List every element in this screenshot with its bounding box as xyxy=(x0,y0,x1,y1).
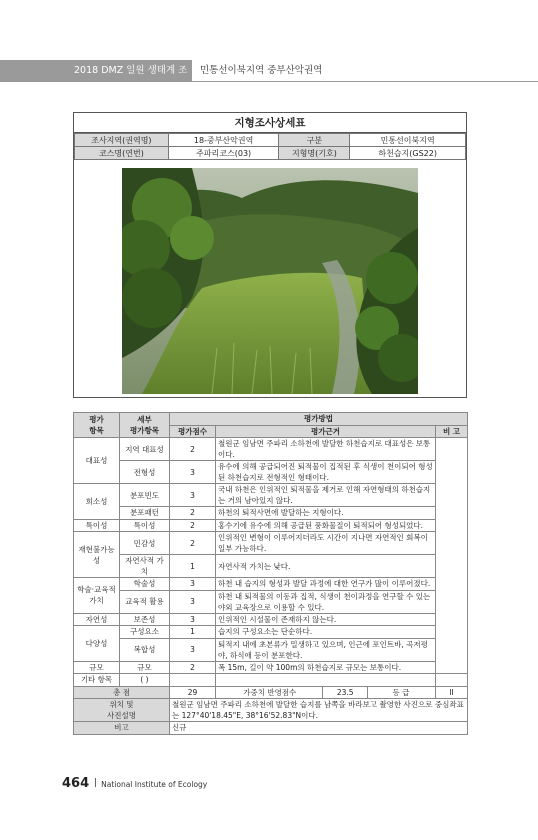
footer-divider xyxy=(95,778,96,787)
category-cell: 다양성 xyxy=(74,626,120,662)
basis-cell: 유수에 의해 공급되어진 퇴적물이 집적된 후 식생이 천이되어 형성된 하천습지로 전형적인 형태이다. xyxy=(216,461,436,484)
grade-label: 등 급 xyxy=(367,687,434,698)
table-row xyxy=(74,638,468,661)
region-value: 18-중부산악권역 xyxy=(168,134,279,147)
category-cell: 대표성 xyxy=(74,438,120,484)
category-label: 구분 xyxy=(279,134,350,147)
eval-header-row xyxy=(74,413,468,426)
remark-label: 비고 xyxy=(74,722,170,735)
remark-text: 신규 xyxy=(170,722,468,735)
header-category: 평가 항목 xyxy=(74,413,120,438)
table-row xyxy=(74,613,468,626)
landform-value: 하천습지(GS22) xyxy=(350,147,466,160)
total-row xyxy=(74,686,468,699)
basis-cell: 하천의 퇴적사면에 발달하는 지형이다. xyxy=(216,507,436,520)
subcategory-cell: 복합성 xyxy=(120,638,170,661)
basis-cell: 인위적인 변형이 이루어지더라도 시간이 지나면 자연적인 회복이 일부 가능하다. xyxy=(216,532,436,555)
weighted-label: 가중치 반영점수 xyxy=(243,687,297,697)
score-cell: 3 xyxy=(170,578,216,591)
score-cell: 2 xyxy=(170,507,216,520)
note-cell xyxy=(436,674,468,687)
basis-cell: 철원군 임남면 주파리 소하천에 발달한 하천습지로 대표성은 보통이다. xyxy=(216,438,436,461)
total-score: 29 xyxy=(170,686,216,699)
score-cell: 3 xyxy=(170,638,216,661)
subcategory-cell: ( ) xyxy=(120,674,170,687)
grade-value: II xyxy=(436,686,468,699)
subcategory-cell: 자연사적 가치 xyxy=(120,555,170,578)
subcategory-cell: 구성요소 xyxy=(120,626,170,639)
header-score: 평가점수 xyxy=(170,425,216,438)
subcategory-cell: 보존성 xyxy=(120,613,170,626)
subcategory-cell: 분포빈도 xyxy=(120,484,170,507)
table-row xyxy=(74,661,468,674)
table-row xyxy=(74,674,468,687)
subcategory-cell: 분포패턴 xyxy=(120,507,170,520)
category-cell: 규모 xyxy=(74,661,120,674)
basis-cell: 폭 15m, 길이 약 100m의 하천습지로 규모는 보통이다. xyxy=(216,661,436,674)
header-divider xyxy=(192,81,538,82)
table-row xyxy=(74,519,468,532)
subcategory-cell: 학술성 xyxy=(120,578,170,591)
course-value: 주파리코스(03) xyxy=(168,147,279,160)
category-cell: 기타 항목 xyxy=(74,674,120,687)
meta-row xyxy=(75,147,466,160)
weighted-score: 23.5 xyxy=(322,687,367,698)
survey-title: 2018 DMZ 일원 생태계 조사 xyxy=(0,60,192,82)
header-subcategory: 세부 평가항목 xyxy=(120,413,170,438)
location-row xyxy=(74,699,468,722)
institute-name: National Institute of Ecology xyxy=(101,780,208,789)
score-cell: 2 xyxy=(170,661,216,674)
score-cell: 3 xyxy=(170,590,216,613)
score-cell: 2 xyxy=(170,519,216,532)
page-footer xyxy=(62,776,207,791)
weighted-group xyxy=(216,686,436,699)
score-cell: 3 xyxy=(170,484,216,507)
category-cell: 학술·교육적 가치 xyxy=(74,578,120,614)
table-row xyxy=(74,626,468,639)
region-title: 민통선이북지역 중부산악권역 xyxy=(200,65,323,76)
course-label: 코스명(연번) xyxy=(75,147,169,160)
region-label: 조사지역(권역명) xyxy=(75,134,169,147)
wetland-photo xyxy=(122,168,418,394)
basis-cell xyxy=(216,674,436,687)
score-cell: 3 xyxy=(170,461,216,484)
basis-cell: 국내 하천은 인위적인 퇴적물을 제거로 인해 자연형태의 하천습지는 거의 남아있지 않다. xyxy=(216,484,436,507)
subcategory-cell: 규모 xyxy=(120,661,170,674)
basis-cell: 퇴적지 내에 초본류가 밀생하고 있으며, 인근에 포인트바, 곡저평야, 하식애 등이 분포한다. xyxy=(216,638,436,661)
table-row xyxy=(74,484,468,507)
note-cell xyxy=(436,438,468,674)
location-text: 철원군 임남면 주파리 소하천에 발달한 습지를 남쪽을 바라보고 촬영한 사진으로 중심좌표는 127°40'18.45"E, 38°16'52.83"N이다. xyxy=(170,699,468,722)
score-cell: 1 xyxy=(170,555,216,578)
score-cell: 3 xyxy=(170,613,216,626)
basis-cell: 습지의 구성요소는 단순하다. xyxy=(216,626,436,639)
table-row xyxy=(74,578,468,591)
header-note: 비 고 xyxy=(436,425,468,438)
meta-row xyxy=(75,134,466,147)
basis-cell: 하천 내 퇴적물의 이동과 집적, 식생이 천이과정을 연구할 수 있는 야외 교육장으로 이용할 수 있다. xyxy=(216,590,436,613)
table-row xyxy=(74,438,468,461)
basis-cell: 하천 내 습지의 형성과 발달 과정에 대한 연구가 많이 이루어졌다. xyxy=(216,578,436,591)
location-label: 위치 및 사진설명 xyxy=(74,699,170,722)
sheet-title: 지형조사상세표 xyxy=(74,113,466,133)
header-basis: 평가근거 xyxy=(216,425,436,438)
table-row xyxy=(74,461,468,484)
subcategory-cell: 전형성 xyxy=(120,461,170,484)
score-cell: 2 xyxy=(170,532,216,555)
header-method: 평가방법 xyxy=(170,413,468,426)
meta-table xyxy=(74,133,466,160)
score-cell: 1 xyxy=(170,626,216,639)
score-cell: 2 xyxy=(170,438,216,461)
category-cell: 희소성 xyxy=(74,484,120,520)
total-label: 총 점 xyxy=(74,686,170,699)
basis-cell: 자연사적 가치는 낮다. xyxy=(216,555,436,578)
basis-cell: 홍수기에 유수에 의해 공급된 풍화물질이 퇴적되어 형성되었다. xyxy=(216,519,436,532)
subcategory-cell: 특이성 xyxy=(120,519,170,532)
table-row xyxy=(74,507,468,520)
category-cell: 재현불가능성 xyxy=(74,532,120,578)
basis-cell: 인위적인 시설물이 존재하지 않는다. xyxy=(216,613,436,626)
landform-label: 지형명(기호) xyxy=(279,147,350,160)
category-value: 민통선이북지역 xyxy=(350,134,466,147)
table-row xyxy=(74,590,468,613)
subcategory-cell: 지역 대표성 xyxy=(120,438,170,461)
subcategory-cell: 교육적 활용 xyxy=(120,590,170,613)
terrain-sheet xyxy=(73,112,467,398)
page-header xyxy=(0,60,538,98)
evaluation-table xyxy=(73,412,468,735)
page-number: 464 xyxy=(62,776,90,791)
remark-row xyxy=(74,722,468,735)
table-row xyxy=(74,555,468,578)
category-cell: 특이성 xyxy=(74,519,120,532)
category-cell: 자연성 xyxy=(74,613,120,626)
subcategory-cell: 민감성 xyxy=(120,532,170,555)
table-row xyxy=(74,532,468,555)
score-cell xyxy=(170,674,216,687)
